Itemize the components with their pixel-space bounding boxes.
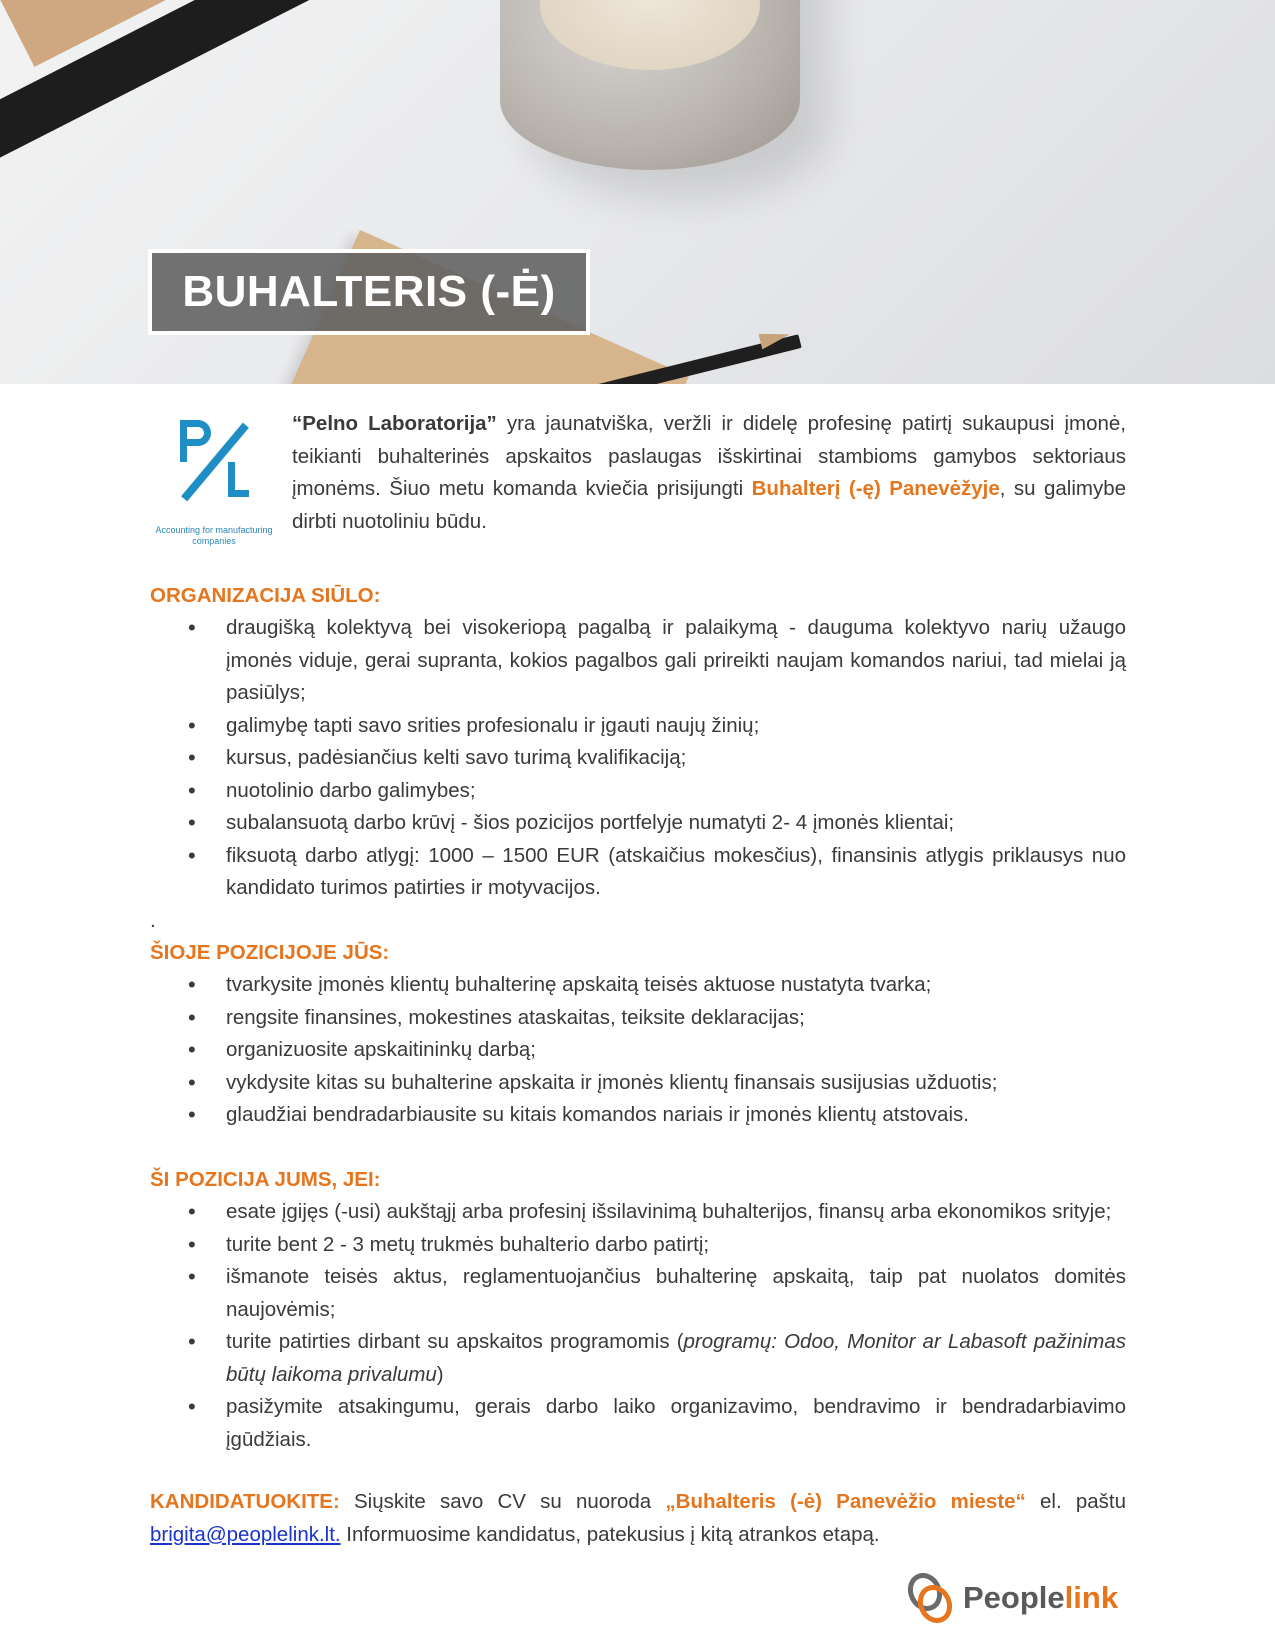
list-item: • vykdysite kitas su buhalterine apskaita ir įmonės klientų finansais susijusias užduotis; (150, 1067, 1126, 1100)
apply-text-1: Siųskite savo CV su nuoroda (339, 1490, 666, 1513)
list-item: • nuotolinio darbo galimybes; (150, 775, 1126, 808)
list-item: • tvarkysite įmonės klientų buhalterinę apskaitą teisės aktuose nustatyta tvarka; (150, 969, 1126, 1002)
page-title: BUHALTERIS (-Ė) (182, 267, 556, 316)
requirements-heading: ŠI POZICIJA JUMS, JEI: (150, 1167, 381, 1191)
list-item: • glaudžiai bendradarbiausite su kitais komandos nariais ir įmonės klientų atstovais. (150, 1099, 1126, 1132)
company-logo (150, 408, 278, 547)
hero-photo (0, 0, 1275, 384)
email-link[interactable]: brigita@peoplelink.lt. (150, 1522, 341, 1546)
list-item: • rengsite finansines, mokestines ataskaitas, teiksite deklaracijas; (150, 1002, 1126, 1035)
intro-paragraph (292, 408, 1126, 538)
list-item: • galimybę tapti savo srities profesionalu ir įgauti naujų žinių; (150, 710, 1126, 743)
list-item: • fiksuotą darbo atlygį: 1000 – 1500 EUR (atskaičius mokesčius), finansinis atlygis priklausys nuo kandidato turimos patirties ir motyvacijos. (150, 840, 1126, 905)
pl-logo-icon (150, 412, 278, 512)
job-description (150, 408, 1126, 1551)
intro-text-1: yra jaunatviška, veržli ir didelę profesinę patirtį sukaupusi įmonė, teikianti buhalterinės apskaitos paslaugas išskirtinai stambioms gamybos sektoriaus įmonėms. Šiuo metu komanda kviečia prisijungti (292, 412, 1126, 500)
software-text-2: ) (436, 1362, 444, 1386)
intro-text-2: , su galimybe dirbti nuotoliniu būdu. (292, 477, 1127, 533)
apply-label: KANDIDATUOKITE: (150, 1490, 340, 1513)
brand-name-part1: People (963, 1580, 1065, 1615)
company-name: “Pelno Laboratorija” (292, 412, 497, 435)
title-banner (148, 249, 590, 335)
apply-paragraph (150, 1486, 1126, 1551)
brand-name (963, 1580, 1118, 1616)
duties-heading: ŠIOJE POZICIJOJE JŪS: (150, 940, 390, 964)
peoplelink-logo-icon (905, 1570, 955, 1626)
apply-text-3: Informuosime kandidatus, patekusius į kitą atrankos etapą. (340, 1522, 880, 1546)
list-item (150, 1326, 1126, 1391)
software-text-italic: programų: Odoo, Monitor ar Labasoft pažinimas būtų laikoma privalumu (226, 1330, 1126, 1386)
apply-text-2: el. paštu (1025, 1490, 1126, 1513)
software-text-1: turite patirties dirbant su apskaitos programomis ( (226, 1330, 684, 1353)
duties-list (150, 969, 1126, 1132)
intro-highlight: Buhalterį (-ę) Panevėžyje (751, 477, 1000, 500)
list-item: • esate įgijęs (-usi) aukštąjį arba profesinį išsilavinimą buhalterijos, finansų arba ekonomikos srityje; (150, 1196, 1126, 1229)
brand-name-part2: link (1064, 1580, 1119, 1615)
requirements-list (150, 1196, 1126, 1456)
offers-list (150, 612, 1126, 905)
list-item: • išmanote teisės aktus, reglamentuojančius buhalterinę apskaitą, taip pat nuolatos domitės naujovėmis; (150, 1261, 1126, 1326)
list-item: • subalansuotą darbo krūvį - šios pozicijos portfelyje numatyti 2- 4 įmonės klientai; (150, 807, 1126, 840)
list-item: • pasižymite atsakingumu, gerais darbo laiko organizavimo, bendravimo ir bendradarbiavimo įgūdžiais. (150, 1391, 1126, 1456)
peoplelink-logo (905, 1568, 1118, 1628)
logo-caption: Accounting for manufacturing companies (155, 524, 273, 546)
apply-reference: „Buhalteris (-ė) Panevėžio mieste“ (665, 1490, 1026, 1513)
list-item: • kursus, padėsiančius kelti savo turimą kvalifikaciją; (150, 742, 1126, 775)
list-item: • organizuosite apskaitininkų darbą; (150, 1034, 1126, 1067)
list-item: • turite bent 2 - 3 metų trukmės buhalterio darbo patirtį; (150, 1229, 1126, 1262)
offers-heading: ORGANIZACIJA SIŪLO: (150, 583, 381, 607)
list-item: • draugišką kolektyvą bei visokeriopą pagalbą ir palaikymą - dauguma kolektyvo narių užaugo įmonės viduje, gerai supranta, kokios pagalbos gali prireikti naujam komandos nariui, tad mielai ją pasiūlys; (150, 612, 1126, 710)
stray-dot: . (150, 908, 156, 932)
intro-block (150, 408, 1126, 547)
